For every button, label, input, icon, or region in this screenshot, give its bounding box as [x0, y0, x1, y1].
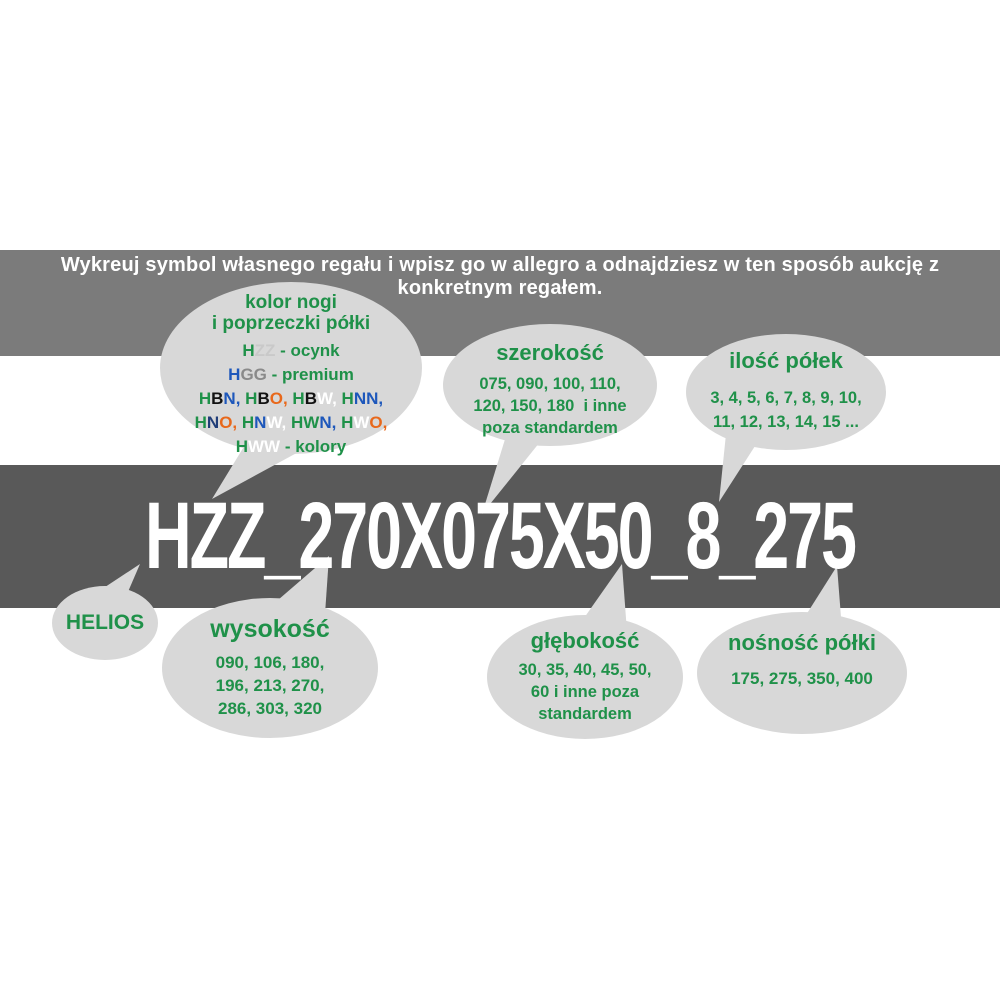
wysokosc-bubble — [162, 598, 378, 738]
color-code-segment: O, — [219, 413, 238, 432]
color-code-segment: H — [228, 365, 241, 384]
color-code-segment: W — [303, 413, 320, 432]
wysokosc-values — [216, 651, 325, 720]
color-code-segment: H — [292, 389, 305, 408]
color-code-segment: B — [257, 389, 270, 408]
color-code-segment: - premium — [266, 365, 354, 384]
color-code-line — [195, 387, 388, 411]
color-code-segment: W, — [316, 389, 337, 408]
wysokosc-title: wysokość — [210, 615, 330, 643]
ilosc-polek-bubble — [686, 334, 886, 450]
nosnosc-bubble — [697, 612, 907, 734]
nosnosc-values — [731, 668, 873, 690]
product-code: HZZ_270X075X50_8_275 — [145, 483, 855, 589]
color-code-segment: H — [341, 413, 354, 432]
value-line: 175, 275, 350, 400 — [731, 669, 873, 688]
color-code-segment: W — [353, 413, 370, 432]
color-code-line — [195, 363, 388, 387]
color-code-segment: - kolory — [280, 437, 347, 456]
ilosc-polek-values — [710, 386, 861, 434]
color-code-segment: WW — [248, 437, 281, 456]
ilosc-polek-title: ilość półek — [729, 348, 843, 373]
glebokosc-title: głębokość — [530, 628, 640, 653]
color-code-segment: H — [198, 389, 212, 408]
kolor-bubble-title-line2: i poprzeczki półki — [211, 313, 371, 334]
value-line: 11, 12, 13, 14, 15 ... — [713, 413, 859, 431]
value-line: standardem — [538, 705, 632, 723]
color-code-segment: O, — [369, 413, 388, 432]
color-code-segment: N — [206, 413, 220, 432]
color-code-segment: B — [211, 389, 224, 408]
value-line: 30, 35, 40, 45, 50, — [518, 661, 652, 679]
value-line: 120, 150, 180 i inne — [473, 397, 627, 415]
color-code-segment: H — [242, 341, 255, 360]
color-code-segment: H — [235, 437, 249, 456]
glebokosc-bubble — [487, 615, 683, 739]
color-code-segment: H — [341, 389, 354, 408]
color-code-segment: H — [245, 389, 258, 408]
color-code-segment: ZZ — [254, 341, 276, 360]
value-line: 196, 213, 270, — [215, 676, 325, 695]
color-code-segment: GG — [240, 365, 267, 384]
value-line: 090, 106, 180, — [215, 653, 325, 672]
color-code-line — [195, 435, 388, 459]
product-code-wrap — [0, 465, 1000, 608]
color-code-line — [195, 411, 388, 435]
color-code-segment: H — [194, 413, 207, 432]
color-code-segment: - ocynk — [275, 341, 340, 360]
kolor-bubble — [160, 282, 422, 454]
headline — [0, 254, 1000, 300]
value-line: 60 i inne poza — [530, 683, 640, 701]
szerokosc-values — [473, 373, 626, 439]
kolor-bubble-title-line1: kolor nogi — [245, 292, 337, 313]
headline-line1: Wykreuj symbol własnego regału i wpisz go w allegro a odnajdziesz w ten sposób aukcję z — [60, 254, 940, 276]
nosnosc-title: nośność półki — [728, 630, 876, 655]
brand-label: HELIOS — [65, 611, 145, 634]
color-code-segment: N — [254, 413, 267, 432]
color-code-segment: NN, — [353, 389, 384, 408]
value-line: 3, 4, 5, 6, 7, 8, 9, 10, — [710, 389, 862, 407]
value-line: 286, 303, 320 — [218, 699, 322, 718]
szerokosc-bubble — [443, 324, 657, 446]
value-line: 075, 090, 100, 110, — [479, 375, 621, 393]
color-code-segment: H — [291, 413, 304, 432]
color-code-line — [195, 339, 388, 363]
color-code-segment: H — [241, 413, 255, 432]
value-line: poza standardem — [482, 419, 618, 437]
szerokosc-title: szerokość — [496, 340, 604, 365]
color-code-segment: B — [304, 389, 317, 408]
color-code-segment: N, — [319, 413, 337, 432]
glebokosc-values — [518, 659, 651, 725]
color-code-segment: N, — [223, 389, 241, 408]
color-code-list — [195, 339, 388, 459]
headline-line2: konkretnym regałem. — [397, 277, 603, 299]
color-code-segment: O, — [269, 389, 288, 408]
color-code-segment: W, — [266, 413, 287, 432]
